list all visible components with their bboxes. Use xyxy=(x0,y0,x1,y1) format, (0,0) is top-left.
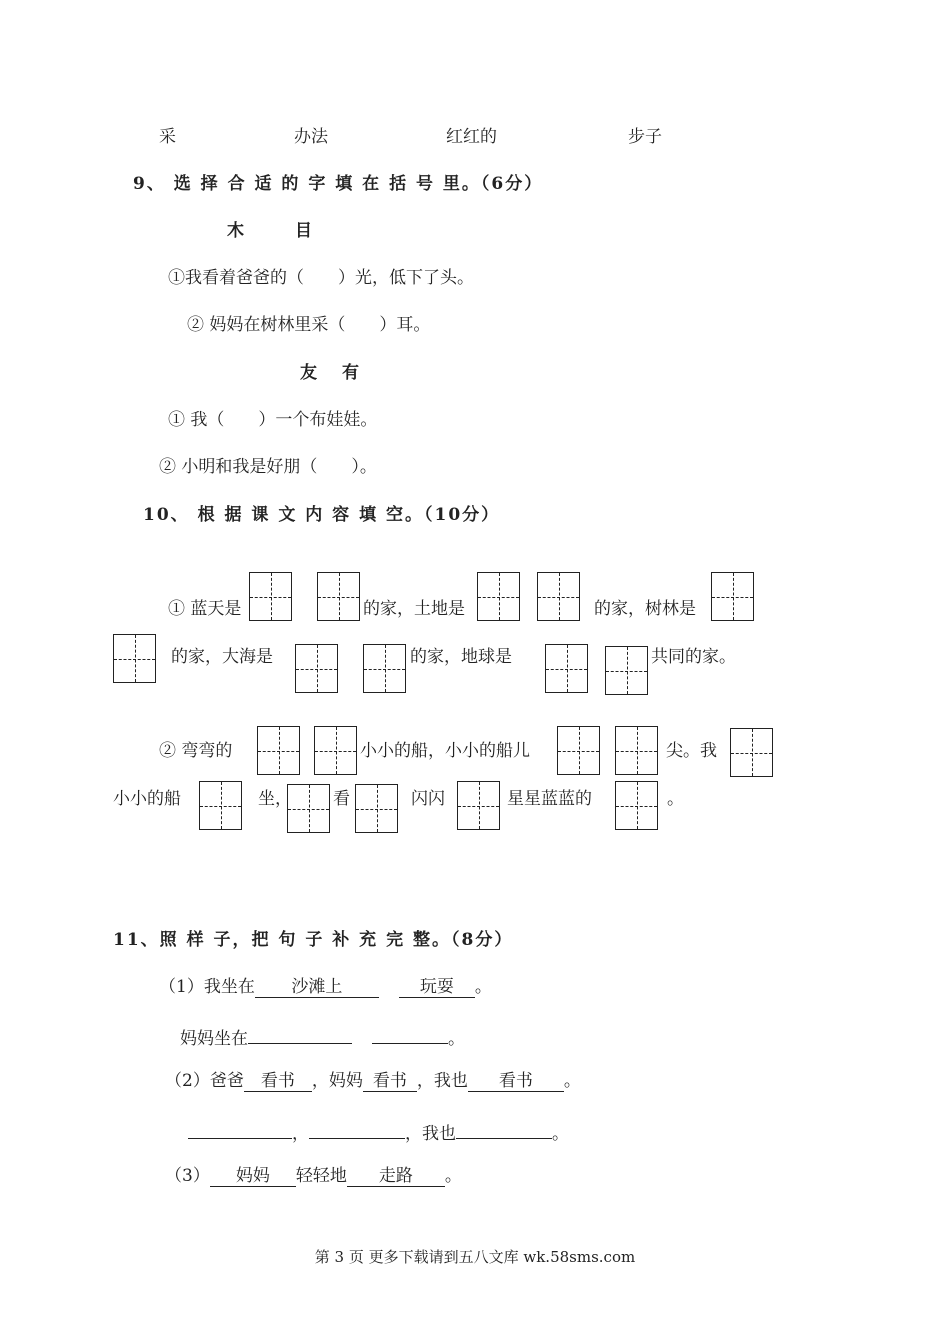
ex2-mid-2: ，我也 xyxy=(416,1071,468,1091)
q9-sentence-4: ② 小明和我是好朋（ ）。 xyxy=(159,457,377,477)
ans2-blank-2[interactable] xyxy=(309,1118,405,1139)
char-box[interactable] xyxy=(615,726,658,775)
q10-p1-text-f: 共同的家。 xyxy=(651,647,736,667)
char-box[interactable] xyxy=(537,572,580,621)
q10-p2-text-g: 闪闪 xyxy=(411,789,445,809)
char-box[interactable] xyxy=(314,726,357,775)
q11-title: 11、照 样 子，把 句 子 补 充 完 整。（8分） xyxy=(113,930,514,950)
char-box[interactable] xyxy=(605,646,648,695)
ex2-mid-1: ，妈妈 xyxy=(311,1071,363,1091)
q11-example-3 xyxy=(165,1165,462,1187)
word-buzi: 步子 xyxy=(628,127,662,147)
q10-title: 10、 根 据 课 文 内 容 填 空。（10分） xyxy=(143,505,501,525)
ans2-blank-3[interactable] xyxy=(456,1118,552,1139)
ex2-blank-1: 看书 xyxy=(244,1071,312,1092)
q10-p2-text-a: ② 弯弯的 xyxy=(159,741,233,761)
q10-p1-text-e: 的家，地球是 xyxy=(410,647,512,667)
q9-sentence-2: ② 妈妈在树林里采（ ）耳。 xyxy=(187,315,431,335)
char-box[interactable] xyxy=(477,572,520,621)
q11-example-2 xyxy=(165,1070,581,1092)
ex3-blank-1: 妈妈 xyxy=(210,1166,296,1187)
ex1-blank-1: 沙滩上 xyxy=(255,977,379,998)
ex1-end: 。 xyxy=(474,977,492,997)
q9-sentence-1: ①我看着爸爸的（ ）光，低下了头。 xyxy=(168,268,474,288)
char-box[interactable] xyxy=(457,781,500,830)
char-box[interactable] xyxy=(355,784,398,833)
ex2-end: 。 xyxy=(563,1071,581,1091)
char-box[interactable] xyxy=(295,644,338,693)
q9-title: 9、 选 择 合 适 的 字 填 在 括 号 里。（6分） xyxy=(133,174,544,194)
ans2-sep-2: ，我也 xyxy=(405,1124,456,1144)
q9-group1-chars: 木 目 xyxy=(227,221,312,241)
char-box[interactable] xyxy=(113,634,156,683)
q10-p2-text-f: 看 xyxy=(333,789,350,809)
char-box[interactable] xyxy=(199,781,242,830)
char-box[interactable] xyxy=(730,728,773,777)
char-box[interactable] xyxy=(317,572,360,621)
q10-p2-text-b: 小小的船，小小的船儿 xyxy=(360,741,530,761)
ans1-blank-1[interactable] xyxy=(248,1023,352,1044)
ex2-label: （2）爸爸 xyxy=(165,1071,244,1091)
ex3-blank-2: 走路 xyxy=(347,1166,445,1187)
ex3-mid: 轻轻地 xyxy=(295,1166,347,1186)
q11-answer-1 xyxy=(180,1023,465,1050)
char-box[interactable] xyxy=(615,781,658,830)
ans1-label: 妈妈坐在 xyxy=(180,1029,248,1049)
ex2-blank-2: 看书 xyxy=(363,1071,417,1092)
q11-answer-2 xyxy=(188,1118,569,1145)
q10-p2-text-e: 坐， xyxy=(258,789,292,809)
word-banfa: 办法 xyxy=(294,127,328,147)
ex1-label: （1）我坐在 xyxy=(159,977,255,997)
ex2-blank-3: 看书 xyxy=(468,1071,564,1092)
ex3-end: 。 xyxy=(444,1166,462,1186)
char-box[interactable] xyxy=(257,726,300,775)
ans1-blank-2[interactable] xyxy=(372,1023,448,1044)
q10-p1-text-d: 的家，大海是 xyxy=(171,647,273,667)
word-cai: 采 xyxy=(159,127,176,147)
q10-p2-text-d: 小小的船 xyxy=(113,789,181,809)
word-honghongde: 红红的 xyxy=(446,127,497,147)
q10-p1-text-c: 的家，树林是 xyxy=(594,599,696,619)
char-box[interactable] xyxy=(557,726,600,775)
ans2-blank-1[interactable] xyxy=(188,1118,292,1139)
ans1-end: 。 xyxy=(448,1029,465,1049)
ans2-end: 。 xyxy=(552,1124,569,1144)
page-footer: 第 3 页 更多下载请到五八文库 wk.58sms.com xyxy=(314,1248,636,1266)
char-box[interactable] xyxy=(363,644,406,693)
char-box[interactable] xyxy=(249,572,292,621)
ans2-sep-1: ， xyxy=(292,1124,309,1144)
q10-p2-text-c: 尖。我 xyxy=(666,741,717,761)
ex1-blank-2: 玩耍 xyxy=(399,977,475,998)
q10-p1-text-a: ① 蓝天是 xyxy=(168,599,242,619)
char-box[interactable] xyxy=(287,784,330,833)
q10-p1-text-b: 的家，土地是 xyxy=(363,599,465,619)
q10-p2-text-h: 星星蓝蓝的 xyxy=(507,789,592,809)
q11-example-1 xyxy=(159,976,492,998)
ex3-label: （3） xyxy=(165,1166,210,1186)
q10-p2-text-i: 。 xyxy=(667,789,684,809)
char-box[interactable] xyxy=(711,572,754,621)
q9-group2-chars: 友 有 xyxy=(300,363,363,383)
q9-sentence-3: ① 我（ ）一个布娃娃。 xyxy=(168,410,378,430)
char-box[interactable] xyxy=(545,644,588,693)
